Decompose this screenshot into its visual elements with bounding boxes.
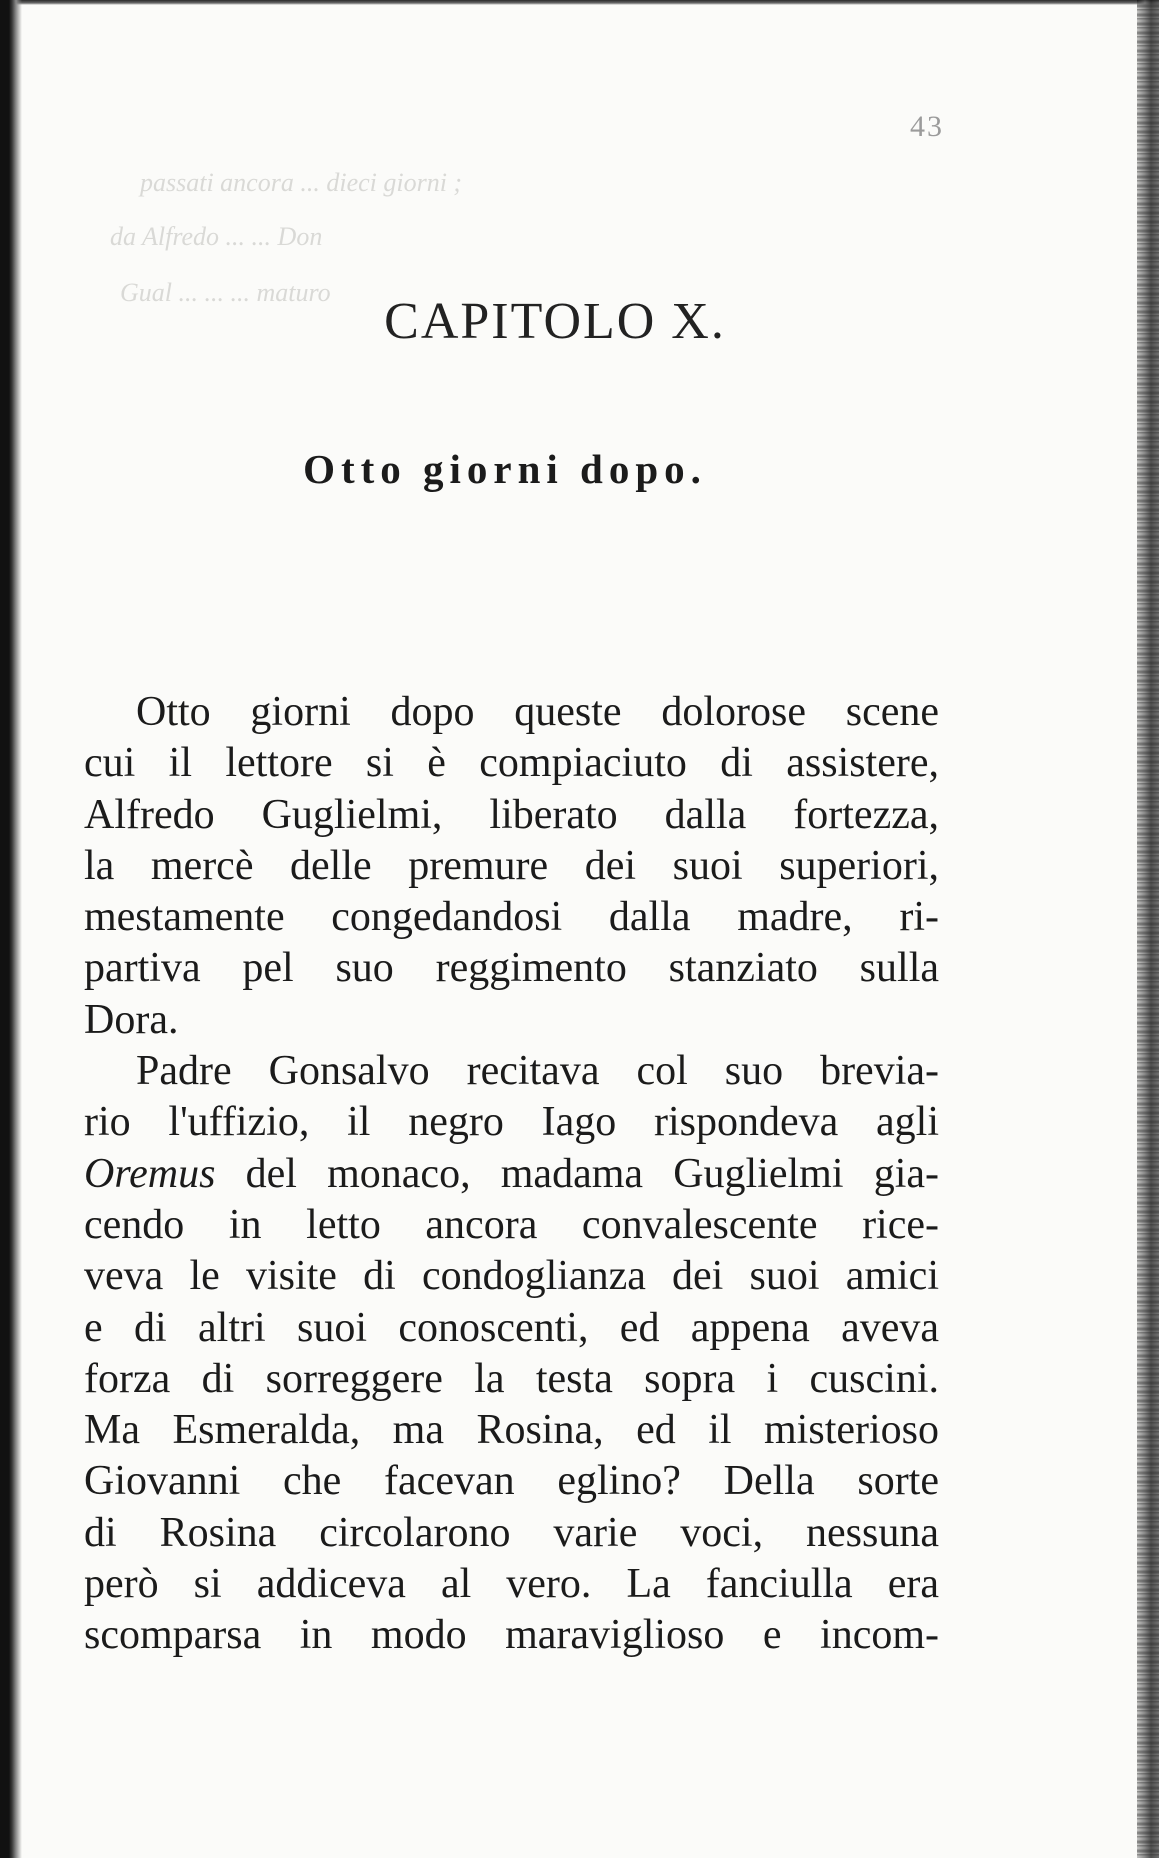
text-line: Giovanni che facevan eglino? Della sorte: [84, 1458, 939, 1505]
bleed-through-line: passati ancora ... dieci giorni ;: [140, 168, 463, 197]
text-line: cui il lettore si è compiaciuto di assistere,: [84, 740, 939, 787]
body-text: [84, 687, 939, 1662]
chapter-subtitle: Otto giorni dopo.: [303, 446, 707, 492]
text-line: partiva pel suo reggimento stanziato sulla: [84, 945, 939, 992]
scan-page-edge: [1137, 0, 1159, 1858]
text-line: Otto giorni dopo queste dolorose scene: [136, 689, 939, 735]
bleed-through-line: da Alfredo ... ... Don: [110, 222, 323, 251]
text-line: però si addiceva al vero. La fanciulla era: [84, 1561, 939, 1608]
chapter-title: CAPITOLO X.: [384, 293, 726, 350]
text-line: Dora.: [84, 996, 179, 1043]
text-line: e di altri suoi conoscenti, ed appena aveva: [84, 1304, 939, 1351]
text-line: la mercè delle premure dei suoi superiori,: [84, 842, 939, 889]
text-line: Padre Gonsalvo recitava col suo brevia-: [136, 1048, 939, 1095]
text-line: Ma Esmeralda, ma Rosina, ed il misterioso: [84, 1407, 939, 1454]
text-line: scomparsa in modo maraviglioso e incom-: [84, 1612, 939, 1659]
scan-binding-edge: [0, 0, 22, 1858]
scan-top-edge: [0, 0, 1159, 5]
text-line: Alfredo Guglielmi, liberato dalla fortezza,: [84, 791, 939, 838]
italic-word: Oremus: [84, 1150, 216, 1197]
page-number: 43: [910, 110, 944, 143]
bleed-through-line: Gual ... ... ... maturo: [120, 278, 331, 307]
text-line-rest: del monaco, madama Guglielmi gia-: [215, 1150, 939, 1197]
text-line: cendo in letto ancora convalescente rice-: [84, 1201, 939, 1248]
text-line: veva le visite di condoglianza dei suoi amici: [84, 1253, 939, 1300]
text-line-with-italic: [84, 1149, 939, 1200]
text-line: di Rosina circolarono varie voci, nessuna: [84, 1509, 939, 1556]
text-line: mestamente congedandosi dalla madre, ri-: [84, 894, 939, 941]
text-line: forza di sorreggere la testa sopra i cuscini.: [84, 1355, 939, 1402]
text-line: rio l'uffizio, il negro Iago rispondeva agli: [84, 1099, 939, 1146]
